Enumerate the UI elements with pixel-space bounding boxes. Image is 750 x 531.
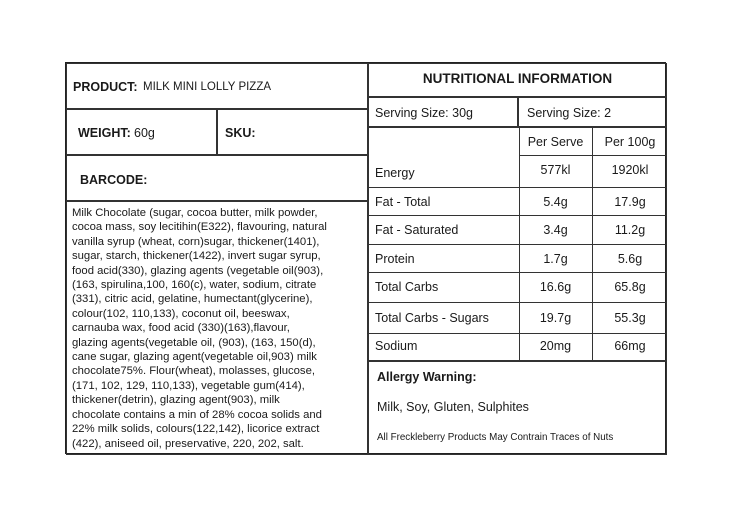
weight-label: WEIGHT: [78,126,131,140]
per-serve-value: 577kl [540,163,571,177]
serving-size-cell [368,97,518,127]
nutrition-title-cell [368,63,667,97]
servings-cell [518,97,667,127]
sku-cell [217,109,368,155]
per-100g-value: 1920kl [611,163,649,177]
nutrient-label: Total Carbs - Sugars [375,311,489,325]
barcode-row [66,155,368,201]
nutrient-label: Fat - Total [375,195,431,209]
per-100g-value: 55.3g [614,311,646,325]
allergy-note: All Freckleberry Products May Contrain Traces of Nuts [377,432,614,443]
sku-label: SKU: [225,126,256,140]
per-100g-value: 66mg [614,339,646,353]
product-label: PRODUCT: [73,80,138,94]
per-serve-value: 16.6g [539,280,572,294]
product-label-card [65,62,666,454]
per-serve-value: 1.7g [543,252,568,266]
allergy-title: Allergy Warning: [377,370,477,384]
allergy-box [368,361,667,455]
nutrition-table [368,127,667,361]
per-100g-value: 11.2g [614,223,646,237]
per-serve-value: 20mg [539,339,572,353]
ingredients-text: Milk Chocolate (sugar, cocoa butter, milk powder, cocoa mass, soy lecitihin(E322), flavouring, natural vanilla syrup (wheat, corn)sugar, thickener(1401), sugar, starch, thickener(1422), invert sugar syrup, food acid(330), glazing agents (vegetable oil(903), (163, spirulina,100, 160(c), water, sodium, citrate (331), citric acid, gelatine, humectant(glycerine), colour(102, 110,133), coconut oil, beeswax, carnauba wax, food acid (330)(163),flavour, glazing agents(vegetable oil, (903), (163, 150(d), cane sugar, glazing agent(vegetable oil,903) milk chocolate75%. Flour(wheat), molasses, glucose, (171, 102, 129, 110,133), vegetable gum(414), thickener(detrin), glazing agent(903), milk chocolate contains a min of 28% cocoa solids and 22% milk solids, colours(122,142), licorice extract (422), aniseed oil, preservative, 220, 202, salt. [72,207,327,450]
per-100g-header: Per 100g [604,135,656,149]
per-100g-value: 65.8g [614,280,646,294]
barcode-label: BARCODE: [80,173,148,187]
per-100g-value: 5.6g [617,252,643,266]
serving-size: Serving Size: 30g [375,106,473,120]
nutrient-label: Sodium [375,339,418,353]
per-serve-header: Per Serve [527,135,584,149]
nutrient-label: Energy [375,166,415,180]
ingredients-box [66,201,368,455]
weight-value: 60g [134,126,155,140]
allergy-items: Milk, Soy, Gluten, Sulphites [377,400,529,414]
nutrition-title: NUTRITIONAL INFORMATION [422,71,613,86]
weight-cell [66,109,217,155]
nutrient-label: Fat - Saturated [375,223,459,237]
nutrient-label: Protein [375,252,415,266]
servings-per-pack: Serving Size: 2 [527,106,612,120]
nutrient-label: Total Carbs [375,280,439,294]
product-name: MILK MINI LOLLY PIZZA [143,81,272,93]
product-row [66,63,368,109]
per-serve-value: 3.4g [543,223,568,237]
per-serve-value: 5.4g [543,195,568,209]
per-serve-value: 19.7g [539,311,572,325]
per-100g-value: 17.9g [614,195,646,209]
